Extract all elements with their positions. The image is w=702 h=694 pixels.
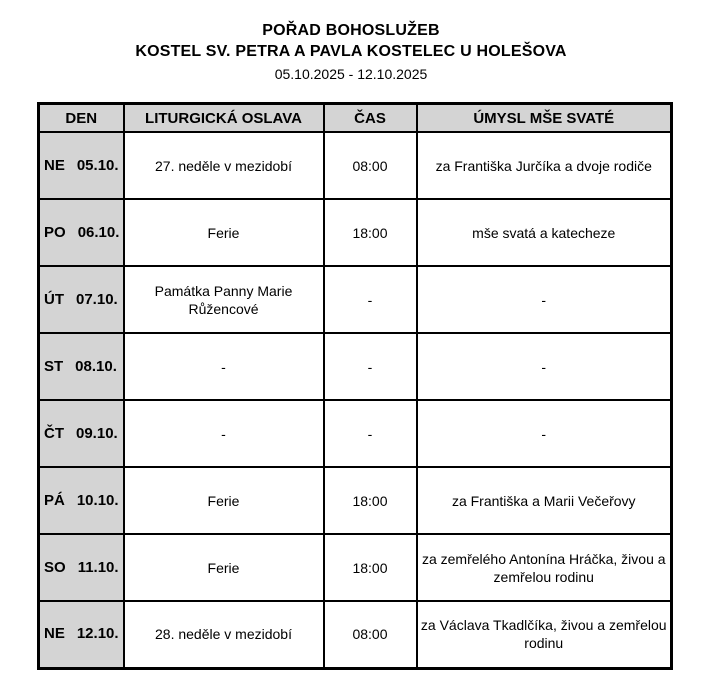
day-abbreviation: PÁ [44, 491, 65, 509]
day-abbreviation: ČT [44, 424, 64, 442]
day-date: 09.10. [76, 424, 118, 442]
day-cell [39, 266, 124, 333]
mass-intention-cell: za Františka a Marii Večeřovy [417, 467, 672, 534]
mass-intention-cell: - [417, 400, 672, 467]
day-abbreviation: SO [44, 558, 66, 576]
liturgical-celebration-cell: 27. neděle v mezidobí [124, 132, 324, 199]
liturgical-celebration-cell: Památka Panny Marie Růžencové [124, 266, 324, 333]
schedule-row [39, 400, 672, 467]
mass-intention-cell: za Františka Jurčíka a dvoje rodiče [417, 132, 672, 199]
day-date: 08.10. [75, 357, 117, 375]
mass-intention-cell: - [417, 266, 672, 333]
schedule-row [39, 467, 672, 534]
time-cell: 08:00 [324, 132, 417, 199]
time-cell: 08:00 [324, 601, 417, 668]
church-name: KOSTEL SV. PETRA A PAVLA KOSTELEC U HOLEŠOVA [135, 43, 567, 60]
schedule-table-head [39, 104, 672, 133]
column-header-umysl-mse-svate: ÚMYSL MŠE SVATÉ [417, 104, 672, 133]
day-cell [39, 601, 124, 668]
time-cell: 18:00 [324, 467, 417, 534]
day-date: 12.10. [76, 625, 119, 643]
liturgical-celebration-cell: 28. neděle v mezidobí [124, 601, 324, 668]
liturgical-celebration-cell: Ferie [124, 199, 324, 266]
day-abbreviation: PO [44, 223, 66, 241]
time-cell: 18:00 [324, 534, 417, 601]
day-abbreviation: NE [44, 156, 65, 174]
liturgical-celebration-cell: Ferie [124, 534, 324, 601]
time-cell: 18:00 [324, 199, 417, 266]
column-header-liturgicka-oslava: LITURGICKÁ OSLAVA [124, 104, 324, 133]
time-cell: - [324, 266, 417, 333]
mass-intention-cell: mše svatá a katecheze [417, 199, 672, 266]
schedule-row [39, 333, 672, 400]
day-abbreviation: ÚT [44, 290, 64, 308]
schedule-row [39, 266, 672, 333]
day-cell [39, 132, 124, 199]
day-date: 11.10. [77, 558, 119, 576]
column-header-cas: ČAS [324, 104, 417, 133]
document-title: POŘAD BOHOSLUŽEB [262, 22, 440, 39]
liturgical-celebration-cell: - [124, 333, 324, 400]
mass-intention-cell: - [417, 333, 672, 400]
schedule-row [39, 601, 672, 668]
day-cell [39, 400, 124, 467]
schedule-row [39, 199, 672, 266]
day-abbreviation: NE [44, 625, 65, 643]
liturgical-celebration-cell: - [124, 400, 324, 467]
day-date: 06.10. [77, 223, 120, 241]
schedule-row [39, 132, 672, 199]
mass-intention-cell: za Václava Tkadlčíka, živou a zemřelou rodinu [417, 601, 672, 668]
day-date: 10.10. [76, 491, 119, 509]
header-row [39, 104, 672, 133]
liturgical-celebration-cell: Ferie [124, 467, 324, 534]
day-cell [39, 534, 124, 601]
day-cell [39, 199, 124, 266]
mass-intention-cell: za zemřelého Antonína Hráčka, živou a zemřelou rodinu [417, 534, 672, 601]
schedule-table [37, 102, 673, 670]
column-header-den: DEN [39, 104, 124, 133]
day-abbreviation: ST [44, 357, 64, 375]
time-cell: - [324, 333, 417, 400]
day-cell [39, 333, 124, 400]
day-date: 07.10. [76, 290, 118, 308]
time-cell: - [324, 400, 417, 467]
day-cell [39, 467, 124, 534]
document-header [0, 20, 702, 84]
schedule-row [39, 534, 672, 601]
schedule-table-body [39, 132, 672, 668]
date-range: 05.10.2025 - 12.10.2025 [274, 66, 428, 82]
day-date: 05.10. [76, 156, 119, 174]
